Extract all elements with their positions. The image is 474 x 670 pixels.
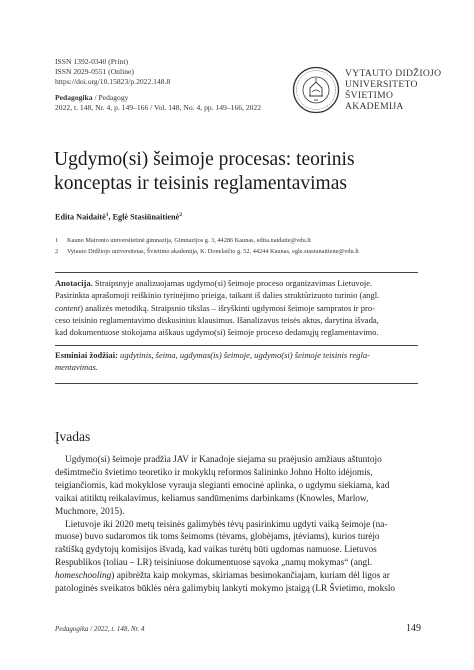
abstract-line-2: Pasirinkta aprašomoji reiškinio tyrinėjimo prieiga, taikant iš dalies struktūrizuoto turinio (angl.	[55, 290, 380, 301]
p1-line-5: Muchmore, 2015).	[55, 506, 125, 517]
logo-line-2: UNIVERSITETO	[345, 79, 418, 90]
keywords-text-2: mentavimas.	[55, 362, 98, 373]
p2-line-1: Lietuvoje iki 2020 metų teisinės galimybės tėvų pasirinkimu ugdyti vaiką šeimoje (na-	[65, 519, 388, 530]
logo-line-1: VYTAUTO DIDŽIOJO	[345, 68, 442, 79]
article-title-line-2: konceptas ir teisinis reglamentavimas	[54, 173, 347, 194]
keywords-text-1: ugdytinis, šeima, ugdymas(is) šeimoje, ugdymo(si) šeimoje teisinis regla-	[117, 350, 370, 360]
p2-line-2: muose) buvo sudaromos tik toms šeimoms (tėvams, globėjams, įtėviams), kurios turėjo	[55, 532, 380, 543]
journal-name-en: / Pedagogy	[92, 93, 129, 102]
p2-italic-term: homeschooling	[55, 571, 112, 582]
affiliation-2-text: Vytauto Didžiojo universitetas, Švietimo akademija, K. Donelaičio g. 52, 44244 Kaunas, egle.stasiunaitiene@vdu.lt	[67, 248, 359, 255]
page-number: 149	[406, 623, 421, 634]
p1-line-3: teigiančiomis, kad mokyklose vyrauja slegianti emocinė aplinka, o ugdymu siekiama, kad	[55, 480, 390, 491]
abstract-line-4: ceso teisinio reglamentavimo diskusinius klausimus. Išanalizavus teisės aktus, darytina išvada,	[55, 314, 379, 325]
affiliation-2-num: 2	[55, 248, 59, 255]
keywords-line-1	[55, 349, 418, 361]
p2-line-6: patologinės sveikatos būklės nėra galimybių lankyti mokymo įstaigą (LR Švietimo, mokslo	[55, 584, 396, 595]
abstract	[55, 277, 418, 338]
p2-line-3: raštišką gydytojų komisijos išvadą, kad vaikas turėtų būti ugdomas namuose. Lietuvos	[55, 545, 377, 556]
authors	[55, 212, 182, 222]
abstract-italic-term: content	[55, 302, 81, 313]
issn-online: ISSN 2029-0551 (Online)	[55, 67, 134, 76]
footer-citation: Pedagogika / 2022, t. 148, Nr. 4	[55, 625, 145, 633]
logo-line-3: ŠVIETIMO	[345, 90, 394, 101]
abstract-line-3	[55, 302, 418, 314]
p1-line-2: dešimtmečio švietimo teoretiko ir mokyklų reformos šalininko Johno Holto idėjomis,	[55, 467, 373, 478]
author-separator: ,	[108, 212, 113, 222]
affiliation-1-text: Kauno Maironio universitetinė gimnazija, Gimnazijos g. 3, 44286 Kaunas, edita.naidaite@vdu.lt	[67, 237, 311, 244]
abstract-top-rule	[55, 272, 418, 273]
article-title-line-1: Ugdymo(si) šeimoje procesas: teorinis	[54, 149, 355, 170]
body-text	[55, 454, 420, 596]
p1-line-4: vaikai atitiktų reikalavimus, keliamus sandūmenims darbinkams (Knowles, Marlow,	[55, 493, 369, 504]
author-2: Eglė Stasiūnaitienė	[112, 212, 180, 222]
abstract-line-3-text: ) analizės metodiką. Straipsnio tikslas – išryškinti ugdymosi šeimoje sampratos ir pro-	[80, 302, 375, 313]
abstract-label: Anotacija.	[55, 278, 93, 288]
abstract-line-1	[55, 277, 418, 289]
author-1: Edita Naidaitė	[55, 212, 106, 222]
abstract-bottom-rule	[55, 345, 418, 346]
issn-print: ISSN 1392-0340 (Print)	[55, 57, 128, 66]
p2-line-5	[55, 570, 420, 583]
journal-name: Pedagogika	[55, 93, 93, 102]
volume-line: 2022, t. 148, Nr. 4, p. 149–166 / Vol. 148, No. 4, pp. 149–166, 2022	[55, 103, 262, 112]
logo-line-4: AKADEMIJA	[345, 101, 404, 112]
doi-link[interactable]: https://doi.org/10.15823/p.2022.148.8	[55, 77, 171, 86]
keywords-label: Esminiai žodžiai:	[55, 350, 118, 360]
keywords	[55, 349, 418, 374]
author-2-sup: 2	[179, 212, 182, 218]
keywords-line-2	[55, 361, 418, 373]
affiliation-1-num: 1	[55, 237, 59, 244]
affiliation-1	[55, 236, 311, 245]
keywords-bottom-rule	[55, 383, 418, 384]
abstract-line-1-text: Straipsnyje analizuojamas ugdymo(si) šeimoje proceso organizavimas Lietuvoje.	[92, 278, 373, 288]
abstract-line-5: kad dokumentuose stokojama aiškaus ugdymo(si) šeimoje proceso dedamųjų reglamentavimo.	[55, 327, 379, 338]
section-heading: Įvadas	[55, 429, 91, 444]
p1-line-1: Ugdymo(si) šeimoje pradžia JAV ir Kanadoje siejama su praėjusio amžiaus aštuntojo	[65, 455, 382, 465]
p2-line-5-text: ) apibrėžta kaip mokymas, skiriamas besimokančiajam, kuriam dėl ligos ar	[111, 571, 390, 582]
p2-line-4: Respublikos (toliau – LR) teisiniuose dokumentuose sąvoka „namų mokymas“ (angl.	[55, 558, 373, 569]
affiliation-2	[55, 247, 359, 256]
university-seal-logo	[292, 66, 340, 114]
author-1-sup: 1	[105, 212, 109, 218]
journal-line	[55, 93, 128, 103]
